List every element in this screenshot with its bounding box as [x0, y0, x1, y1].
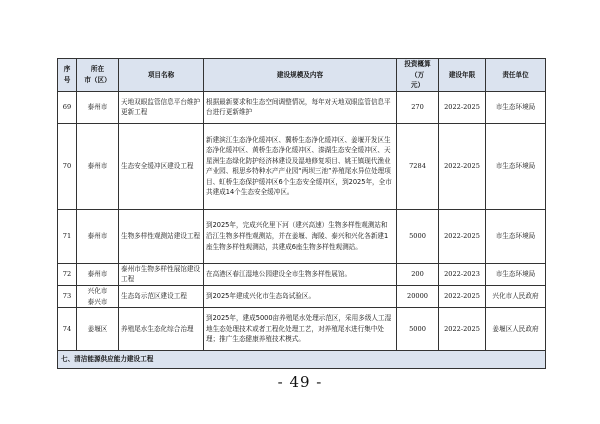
- row-investment: 200: [397, 263, 439, 285]
- row-city: 泰州市: [77, 123, 119, 209]
- row-responsible-unit: 市生态环境局: [486, 263, 546, 285]
- row-years: 2022-2025: [439, 91, 486, 123]
- row-scope: 在高港区春江湿地公园建设全市生物多样性展馆。: [204, 263, 397, 285]
- row-investment: 20000: [397, 285, 439, 307]
- section-heading-row: [58, 351, 546, 369]
- table-row: [58, 91, 546, 123]
- row-project-name: 生态岛示范区建设工程: [119, 285, 204, 307]
- header-scope: 建设规模及内容: [204, 59, 397, 92]
- table-row: [58, 209, 546, 263]
- row-seq: 73: [58, 285, 77, 307]
- row-project-name: 养殖尾水生态化综合治理: [119, 308, 204, 351]
- project-table-container: [57, 58, 545, 369]
- row-scope: 到2025年，建成5000亩养殖尾水处理示范区，采用多级人工湿地生态处理技术或者工程化处理工艺，对养殖尾水进行集中处理；推广生态健康养殖技术模式。: [204, 308, 397, 351]
- row-city: 泰州市: [77, 209, 119, 263]
- row-seq: 74: [58, 308, 77, 351]
- row-project-name: 生物多样性观测站建设工程: [119, 209, 204, 263]
- row-seq: 72: [58, 263, 77, 285]
- project-table: [57, 58, 546, 369]
- row-years: 2022-2025: [439, 123, 486, 209]
- header-city: 所在 市（区）: [77, 59, 119, 92]
- row-responsible-unit: 姜堰区人民政府: [486, 308, 546, 351]
- row-responsible-unit: 兴化市人民政府: [486, 285, 546, 307]
- table-row: [58, 285, 546, 307]
- header-years: 建设年限: [439, 59, 486, 92]
- row-responsible-unit: 市生态环境局: [486, 91, 546, 123]
- page-number: - 49 -: [277, 373, 323, 391]
- row-seq: 71: [58, 209, 77, 263]
- table-row: [58, 308, 546, 351]
- table-row: [58, 123, 546, 209]
- row-scope: 新建滨江生态净化缓冲区、冀桥生态净化缓冲区、姜堰开发区生态净化缓冲区、黄桥生态净化缓冲区、溱湖生态安全缓冲区、天星洲生态绿化防护经济林建设及湿地修复项目、姚王镇现代渔业产业园、根思乡特种水产产业园“两坝三池”养殖尾水异位处理项目、虹桥生态保护缓冲区6个生态安全缓冲区，到2025年，全市共建成14个生态安全缓冲区。: [204, 123, 397, 209]
- row-responsible-unit: 市生态环境局: [486, 123, 546, 209]
- section-heading: 七、清洁能源供应能力建设工程: [58, 351, 546, 369]
- header-project-name: 项目名称: [119, 59, 204, 92]
- row-seq: 69: [58, 91, 77, 123]
- row-years: 2022-2025: [439, 285, 486, 307]
- row-city: 兴化市 泰兴市: [77, 285, 119, 307]
- row-years: 2022-2025: [439, 209, 486, 263]
- row-city: 泰州市: [77, 91, 119, 123]
- row-project-name: 天地双眼监管信息平台维护更新工程: [119, 91, 204, 123]
- row-city: 泰州市: [77, 263, 119, 285]
- row-years: 2022-2023: [439, 263, 486, 285]
- header-seq: 序 号: [58, 59, 77, 92]
- table-header-row: [58, 59, 546, 92]
- row-investment: 270: [397, 91, 439, 123]
- row-city: 姜堰区: [77, 308, 119, 351]
- row-project-name: 生态安全缓冲区建设工程: [119, 123, 204, 209]
- row-years: 2022-2025: [439, 308, 486, 351]
- row-investment: 5000: [397, 209, 439, 263]
- header-responsible-unit: 责任单位: [486, 59, 546, 92]
- row-investment: 5000: [397, 308, 439, 351]
- row-project-name: 泰州市生物多样性展馆建设工程: [119, 263, 204, 285]
- row-scope: 到2025年，完成兴化里下河（建兴高速）生物多样性观测站和沿江生物多样性观测站，并在姜堰、海陵、泰兴和兴化各新建1座生物多样性观测站，共建成6座生物多样性观测站。: [204, 209, 397, 263]
- row-scope: 到2025年建成兴化市生态岛试验区。: [204, 285, 397, 307]
- row-investment: 7284: [397, 123, 439, 209]
- header-investment: 投资概算（万 元）: [397, 59, 439, 92]
- row-responsible-unit: 市生态环境局: [486, 209, 546, 263]
- table-row: [58, 263, 546, 285]
- row-seq: 70: [58, 123, 77, 209]
- row-scope: 根据最新要求和生态空间调整情况，每年对天地双眼监管信息平台进行更新维护: [204, 91, 397, 123]
